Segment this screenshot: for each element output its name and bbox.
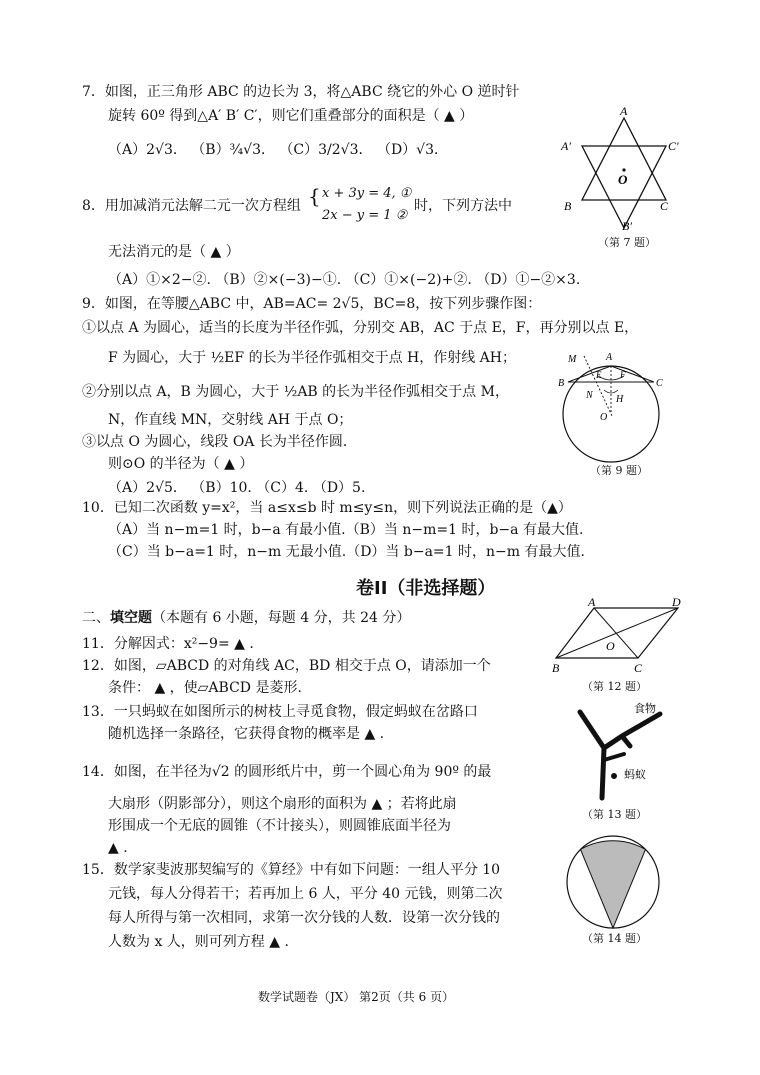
- q9-line2: ①以点 A 为圆心，适当的长度为半径作弧，分别交 AB，AC 于点 E，F，再分别以点 E，: [82, 320, 639, 336]
- q14-caption: （第 14 题）: [582, 932, 647, 945]
- q9-figure: [556, 344, 676, 468]
- q13-figure: [560, 698, 670, 803]
- q9-label-M: M: [568, 354, 577, 365]
- q9-line5: N，作直线 MN，交射线 AH 于点 O；: [108, 412, 353, 428]
- q15-line2: 元钱，每人分得若干；若再加上 6 人，平分 40 元钱，则第二次: [108, 886, 503, 902]
- q14-line3: 形围成一个无底的圆锥（不计接头），则圆锥底面半径为: [108, 818, 451, 834]
- q9-line6: ③以点 O 为圆心，线段 OA 长为半径作圆．: [82, 434, 357, 450]
- section-title: 卷II（非选择题）: [356, 578, 496, 599]
- q9-label-A: A: [606, 352, 613, 363]
- q12-line1: 12．如图，▱ABCD 的对角线 AC，BD 相交于点 O，请添加一个: [82, 658, 491, 674]
- q12-label-A: A: [588, 596, 596, 609]
- q9-label-F: F: [620, 370, 626, 380]
- q9-line3: F 为圆心，大于 ½EF 的长为半径作弧相交于点 H，作射线 AH；: [108, 350, 516, 366]
- q9-line4: ②分别以点 A，B 为圆心，大于 ½AB 的长为半径作弧相交于点 M，: [82, 384, 509, 400]
- q9-label-H: H: [616, 394, 624, 405]
- q12-label-C: C: [634, 661, 643, 675]
- q7-label-Bp: B′: [622, 219, 632, 232]
- q8-eq2: 2x − y = 1 ②: [322, 208, 408, 223]
- q10-line1: 10．已知二次函数 y=x²，当 a≤x≤b 时 m≤y≤n，则下列说法正确的是（▲）: [82, 500, 572, 516]
- q13-caption: （第 13 题）: [582, 808, 647, 821]
- q14-line1: 14．如图，在半径为√2 的圆形纸片中，剪一个圆心角为 90º 的最: [82, 764, 492, 780]
- q12-label-D: D: [672, 596, 681, 609]
- part2-heading-num: 二、: [82, 610, 110, 626]
- q13-fig-ant: 蚂蚁: [624, 769, 646, 781]
- q9-line7: 则⊙O 的半径为（ ▲ ）: [108, 456, 254, 472]
- q11: 11．分解因式：x²−9= ▲ .: [82, 636, 254, 652]
- q15-line1: 15．数学家斐波那契编写的《算经》中有如下问题：一组人平分 10: [82, 862, 501, 878]
- q15-line4: 人数为 x 人，则可列方程 ▲ .: [108, 934, 289, 950]
- q7-line2: 旋转 60º 得到△A′ B′ C′，则它们重叠部分的面积是（ ▲ ）: [108, 108, 474, 124]
- q9-label-E: E: [596, 370, 602, 380]
- q7-caption: （第 7 题）: [598, 236, 656, 249]
- q8-line1b: 时，下列方法中: [414, 198, 512, 214]
- q8-line1: 8．用加减消元法解二元一次方程组: [82, 198, 301, 214]
- page-footer: 数学试题卷（JX） 第2页（共 6 页）: [258, 990, 455, 1004]
- q10-line3: （C）当 b−a=1 时，n−m 无最小值.（D）当 b−a=1 时，n−m 有最大值.: [108, 544, 585, 560]
- q7-label-Cp: C′: [668, 139, 679, 153]
- q7-options: （A）2√3． （B）¾√3． （C）3/2√3． （D）√3．: [108, 142, 449, 158]
- q8-brace: {: [308, 184, 321, 208]
- q7-line1: 7．如图，正三角形 ABC 的边长为 3，将△ABC 绕它的外心 O 逆时针: [82, 84, 520, 100]
- q7-label-O: O: [618, 172, 628, 187]
- q7-figure: [560, 102, 690, 232]
- part2-heading-bold: 填空题: [110, 610, 152, 626]
- q12-label-B: B: [552, 661, 560, 675]
- q8-line2: 无法消元的是（ ▲ ）: [108, 244, 240, 260]
- q7-label-Ap: A′: [561, 139, 571, 153]
- q13-fig-food: 食物: [634, 703, 656, 715]
- q15-line3: 每人所得与第一次相同，求第一次分钱的人数．设第一次分钱的: [108, 910, 500, 926]
- q9-options: （A）2√5． （B）10. （C）4. （D）5.: [108, 480, 366, 496]
- q13-line1: 13．一只蚂蚁在如图所示的树枝上寻觅食物，假定蚂蚁在岔路口: [82, 704, 478, 720]
- q7-label-A: A: [620, 104, 628, 118]
- q9-caption: （第 9 题）: [590, 464, 648, 477]
- q14-line4: ▲ .: [108, 840, 128, 856]
- q9-line1: 9．如图，在等腰△ABC 中，AB=AC= 2√5，BC=8，按下列步骤作图：: [82, 296, 542, 312]
- q12-label-O: O: [606, 639, 615, 653]
- q14-figure: [563, 832, 663, 932]
- q14-line2: 大扇形（阴影部分），则这个扇形的面积为 ▲ ；若将此扇: [108, 796, 457, 812]
- q12-line2: 条件： ▲ ，使▱ABCD 是菱形.: [108, 680, 302, 696]
- q12-figure: [548, 596, 698, 676]
- q13-line2: 随机选择一条路径，它获得食物的概率是 ▲ .: [108, 726, 385, 742]
- part2-heading: [82, 608, 410, 628]
- q8-options: （A）①×2−②. （B）②×(−3)−①. （C）①×(−2)+②. （D）①−②×3.: [108, 272, 581, 288]
- part2-heading-rest: （本题有 6 小题，每题 4 分，共 24 分）: [152, 610, 411, 626]
- q10-line2: （A）当 n−m=1 时，b−a 有最小值.（B）当 n−m=1 时，b−a 有最大值.: [108, 522, 584, 538]
- q8-eq1: x + 3y = 4, ①: [322, 186, 412, 201]
- q9-label-C: C: [656, 378, 663, 389]
- q9-label-O: O: [600, 412, 608, 423]
- q9-label-N: N: [586, 390, 593, 401]
- q7-label-B: B: [564, 199, 572, 213]
- ant-icon: [611, 773, 617, 779]
- q12-caption: （第 12 题）: [582, 680, 647, 693]
- q9-label-B: B: [558, 378, 565, 389]
- q7-label-C: C: [660, 199, 669, 213]
